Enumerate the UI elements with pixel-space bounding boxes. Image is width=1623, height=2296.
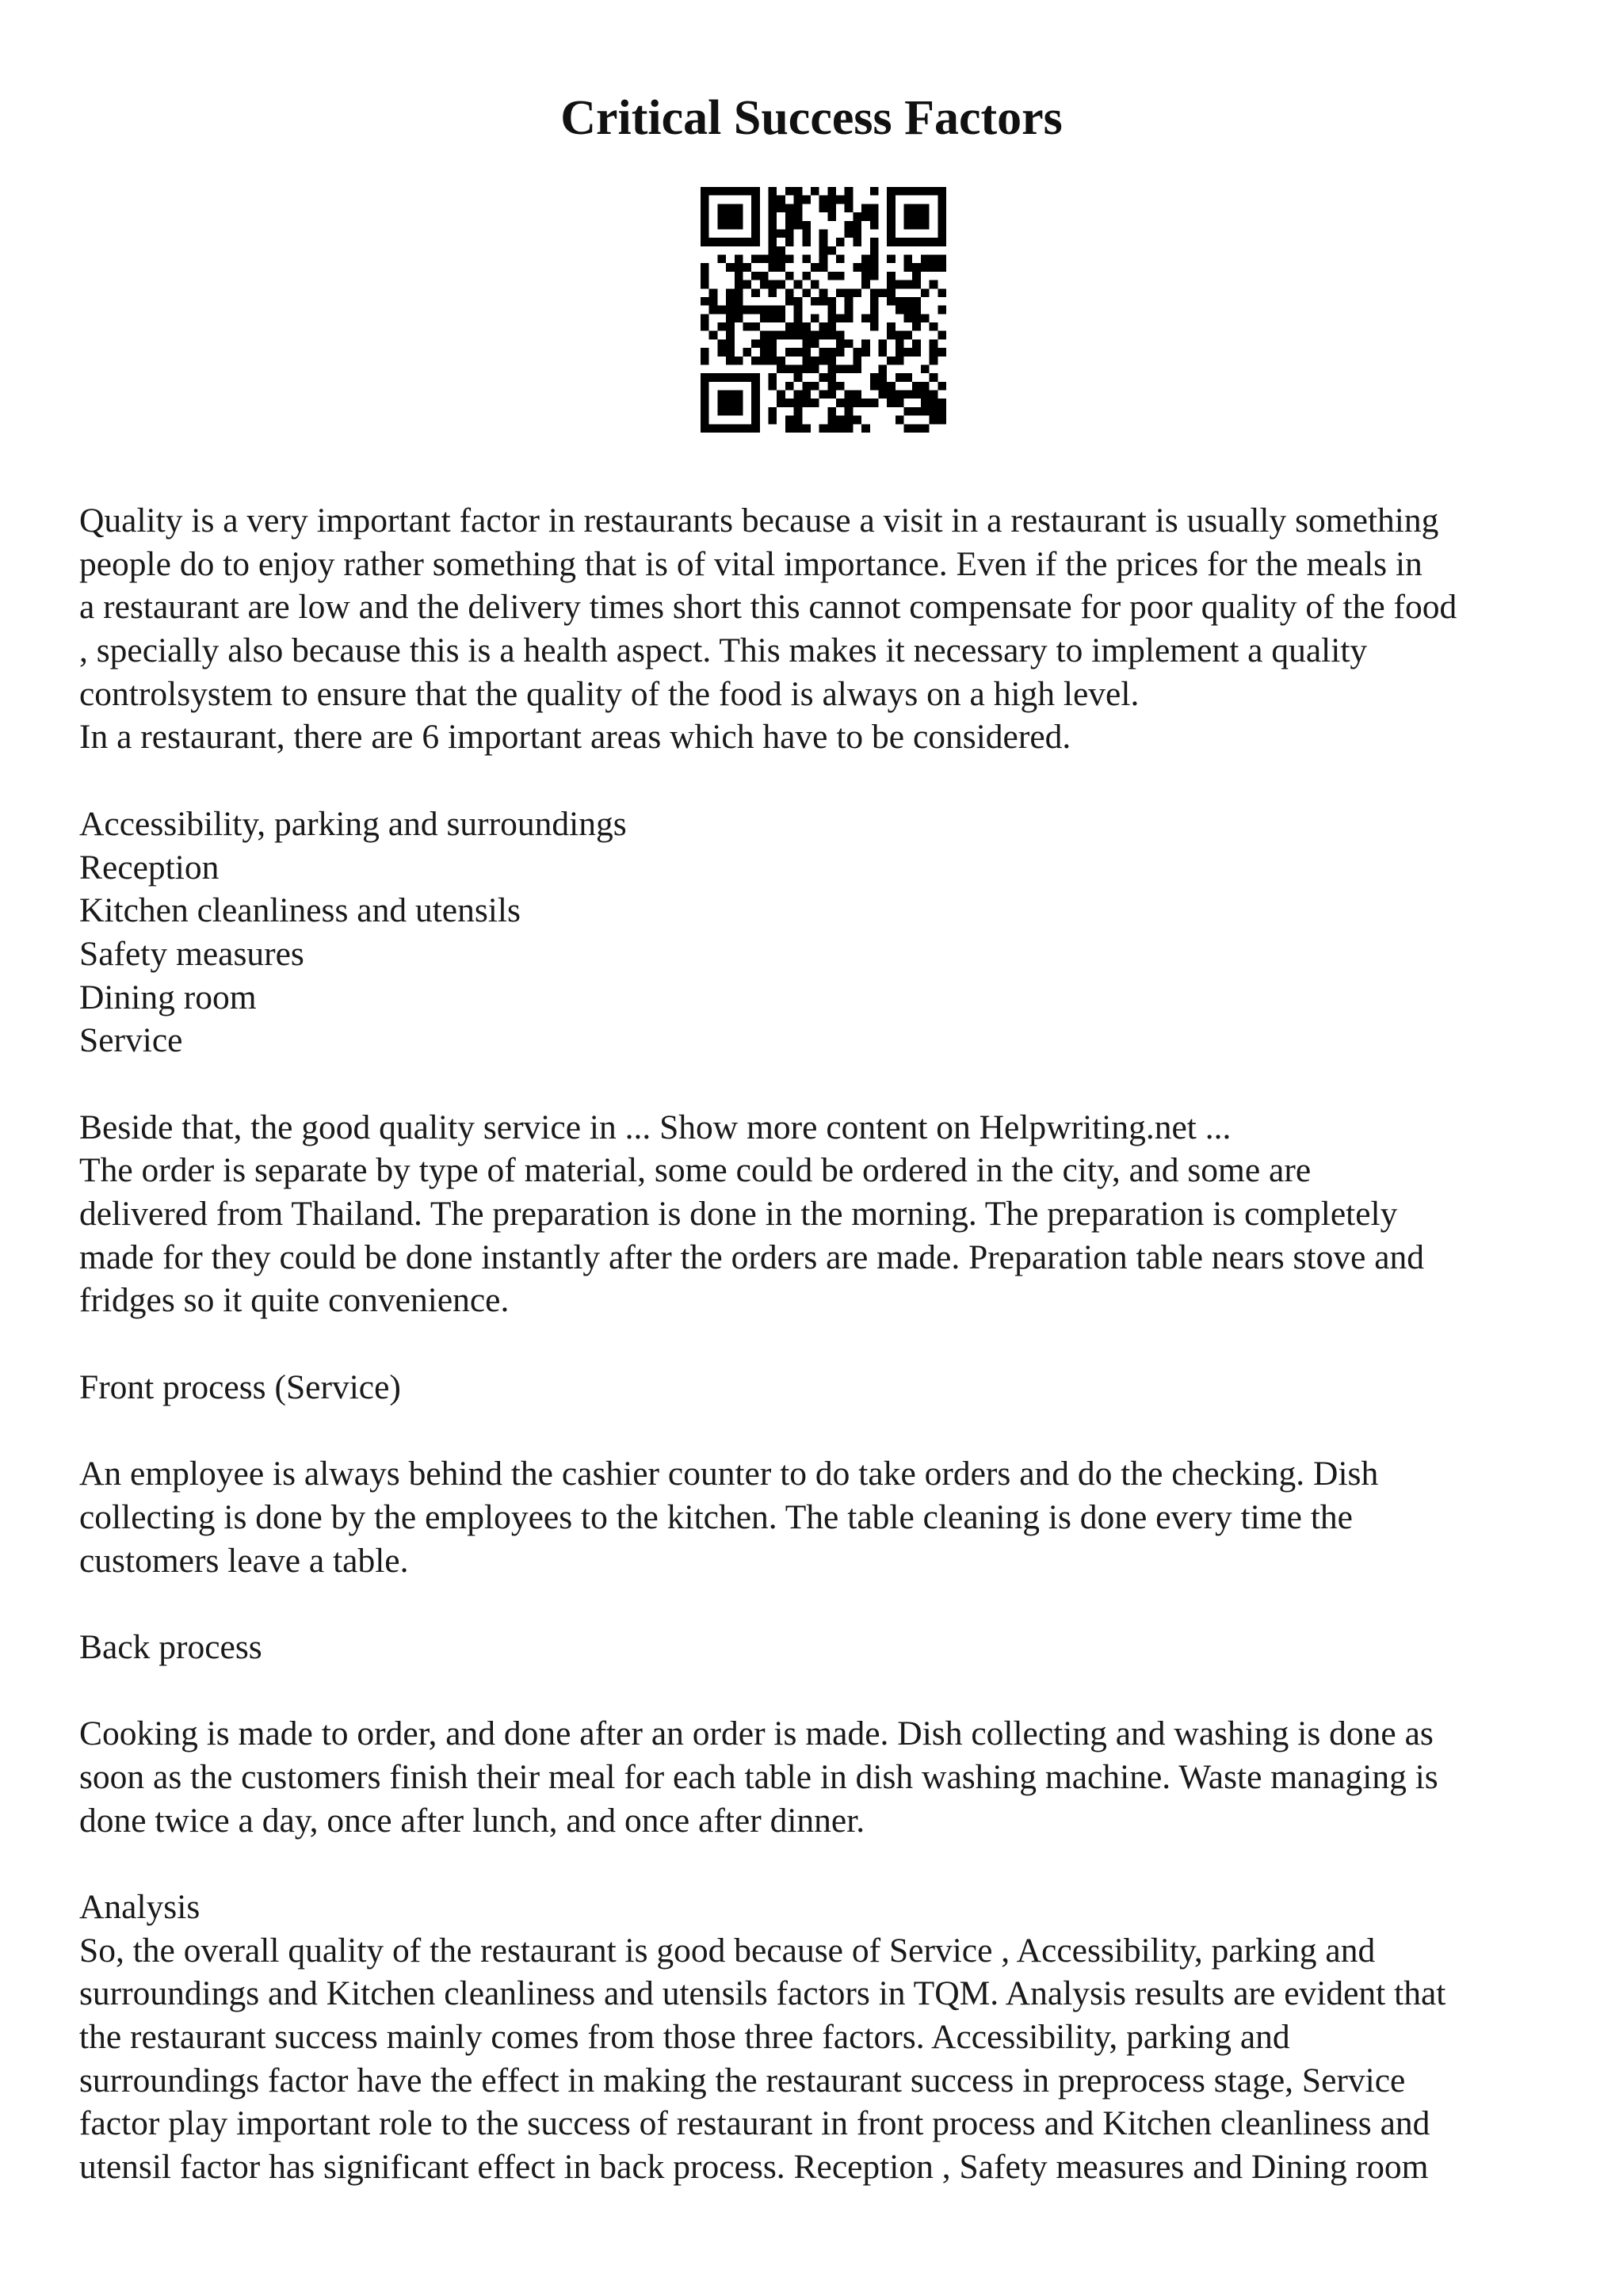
text-line: fridges so it quite convenience. xyxy=(79,1281,510,1320)
document-body xyxy=(79,499,1569,2189)
blank-line xyxy=(79,1669,1569,1713)
text-line: people do to enjoy rather something that is of vital importance. Even if the prices for the meals in xyxy=(79,544,1423,583)
document-title: Critical Success Factors xyxy=(560,91,1063,145)
text-line: , specially also because this is a health aspect. This makes it necessary to implement a quality xyxy=(79,631,1368,670)
text-line: Quality is a very important factor in restaurants because a visit in a restaurant is usually something xyxy=(79,502,1439,540)
text-line: controlsystem to ensure that the quality of the food is always on a high level. xyxy=(79,674,1140,713)
text-line: soon as the customers finish their meal for each table in dish washing machine. Waste managing is xyxy=(79,1757,1438,1796)
text-line: Cooking is made to order, and done after an order is made. Dish collecting and washing is done as xyxy=(79,1714,1434,1753)
text-line: the restaurant success mainly comes from those three factors. Accessibility, parking and xyxy=(79,2018,1290,2057)
text-line: Accessibility, parking and surroundings xyxy=(79,804,627,843)
text-line: a restaurant are low and the delivery times short this cannot compensate for poor quality of the food xyxy=(79,588,1457,627)
blank-line xyxy=(79,1062,1569,1106)
text-line: The order is separate by type of material, some could be ordered in the city, and some are xyxy=(79,1151,1312,1190)
text-line: Service xyxy=(79,1021,183,1060)
text-line: Safety measures xyxy=(79,934,304,973)
blank-line xyxy=(79,1409,1569,1452)
text-line: delivered from Thailand. The preparation is done in the morning. The preparation is completely xyxy=(79,1195,1398,1233)
text-line: surroundings factor have the effect in making the restaurant success in preprocess stage, Service xyxy=(79,2061,1406,2100)
text-line: An employee is always behind the cashier counter to do take orders and do the checking. Dish xyxy=(79,1455,1379,1493)
text-line: Dining room xyxy=(79,978,257,1016)
text-line: Back process xyxy=(79,1627,262,1666)
text-line: done twice a day, once after lunch, and once after dinner. xyxy=(79,1801,865,1840)
text-line: In a restaurant, there are 6 important areas which have to be considered. xyxy=(79,718,1071,757)
text-line: Beside that, the good quality service in ... Show more content on Helpwriting.net ... xyxy=(79,1108,1232,1146)
text-line: customers leave a table. xyxy=(79,1541,409,1580)
text-line: collecting is done by the employees to the kitchen. The table cleaning is done every time the xyxy=(79,1497,1353,1536)
text-line: utensil factor has significant effect in back process. Reception , Safety measures and Dining room xyxy=(79,2148,1429,2187)
text-line: factor play important role to the success of restaurant in front process and Kitchen cleanliness and xyxy=(79,2104,1430,2143)
qr-code-icon xyxy=(701,187,946,433)
blank-line xyxy=(79,1582,1569,1626)
text-line: Reception xyxy=(79,848,220,887)
text-line: Front process (Service) xyxy=(79,1367,401,1406)
text-line: So, the overall quality of the restaurant is good because of Service , Accessibility, parking and xyxy=(79,1931,1376,1970)
text-line: made for they could be done instantly after the orders are made. Preparation table nears stove and xyxy=(79,1238,1425,1276)
text-line: Kitchen cleanliness and utensils xyxy=(79,891,521,930)
text-line: surroundings and Kitchen cleanliness and utensils factors in TQM. Analysis results are evident that xyxy=(79,1974,1446,2013)
blank-line xyxy=(79,759,1569,803)
blank-line xyxy=(79,1322,1569,1366)
text-line: Analysis xyxy=(79,1888,200,1926)
blank-line xyxy=(79,1842,1569,1886)
